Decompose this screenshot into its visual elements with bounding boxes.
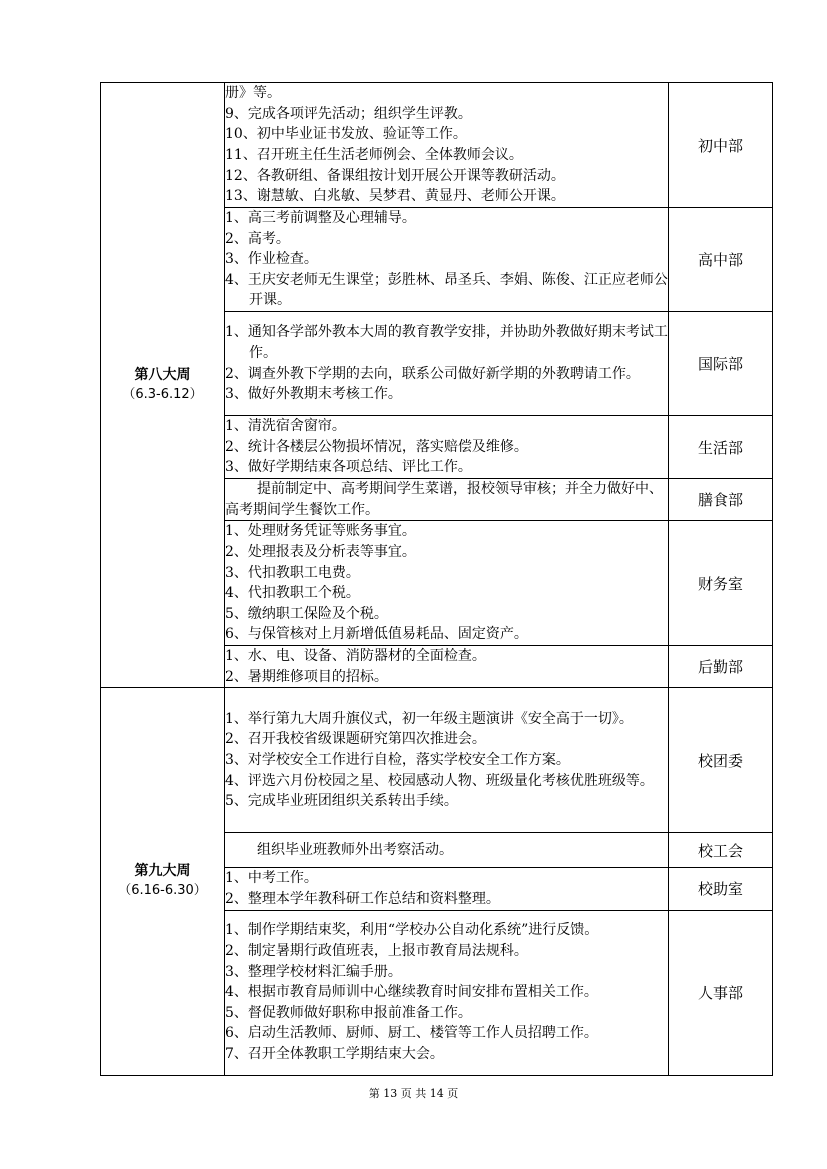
task-item: 7、召开全体教职工学期结束大会。 bbox=[225, 1046, 444, 1063]
task-cell bbox=[225, 208, 669, 312]
task-cell bbox=[225, 479, 669, 521]
department-cell: 校团委 bbox=[669, 688, 773, 833]
task-cell bbox=[225, 416, 669, 479]
schedule-row bbox=[101, 688, 773, 833]
task-item: 3、代扣教职工电费。 bbox=[225, 564, 360, 581]
task-item: 2、处理报表及分析表等事宜。 bbox=[225, 544, 416, 560]
task-item: 册》等。 bbox=[225, 85, 281, 102]
task-cell bbox=[225, 688, 669, 833]
department-cell: 校助室 bbox=[669, 868, 773, 910]
task-item: 3、作业检查。 bbox=[225, 251, 318, 268]
week-date-range: （6.16-6.30） bbox=[118, 883, 207, 899]
week-title: 第九大周 bbox=[134, 863, 191, 880]
department-cell: 人事部 bbox=[669, 910, 773, 1075]
department-cell: 膳食部 bbox=[669, 479, 773, 521]
task-item: 1、处理财务凭证等账务事宜。 bbox=[225, 523, 416, 540]
task-item: 1、水、电、设备、消防器材的全面检查。 bbox=[225, 648, 486, 665]
task-cell bbox=[225, 83, 669, 208]
task-item: 6、与保管核对上月新增低值易耗品、固定资产。 bbox=[225, 626, 528, 643]
department-cell: 生活部 bbox=[669, 416, 773, 479]
department-cell: 初中部 bbox=[669, 83, 773, 208]
task-item: 2、调查外教下学期的去向，联系公司做好新学期的外教聘请工作。 bbox=[225, 365, 640, 382]
task-item: 1、举行第九大周升旗仪式，初一年级主题演讲《安全高于一切》。 bbox=[225, 710, 633, 727]
task-item: 5、督促教师做好职称申报前准备工作。 bbox=[225, 1004, 472, 1021]
task-item: 1、中考工作。 bbox=[225, 870, 318, 887]
task-paragraph: 组织毕业班教师外出考察活动。 bbox=[257, 842, 453, 859]
schedule-table bbox=[100, 82, 773, 1076]
task-cell bbox=[225, 646, 669, 688]
task-cell bbox=[225, 833, 669, 868]
task-item: 11、召开班主任生活老师例会、全体教师会议。 bbox=[225, 147, 523, 163]
week-date-range: （6.3-6.12） bbox=[122, 387, 203, 403]
task-item: 4、代扣教职工个税。 bbox=[225, 585, 360, 602]
task-item: 10、初中毕业证书发放、验证等工作。 bbox=[225, 126, 467, 143]
department-cell: 校工会 bbox=[669, 833, 773, 868]
week-title: 第八大周 bbox=[134, 367, 191, 384]
task-item: 4、评选六月份校园之星、校园感动人物、班级量化考核优胜班级等。 bbox=[225, 772, 654, 789]
task-item: 2、统计各楼层公物损坏情况，落实赔偿及维修。 bbox=[225, 438, 528, 455]
task-item: 2、整理本学年教科研工作总结和资料整理。 bbox=[225, 890, 500, 907]
task-paragraph: 提前制定中、高考期间学生菜谱，报校领导审核；并全力做好中、高考期间学生餐饮工作。 bbox=[225, 481, 663, 518]
task-cell bbox=[225, 868, 669, 910]
task-item: 5、缴纳职工保险及个税。 bbox=[225, 605, 388, 622]
task-cell bbox=[225, 910, 669, 1075]
task-item: 6、启动生活教师、厨师、厨工、楼管等工作人员招聘工作。 bbox=[225, 1025, 598, 1042]
schedule-body bbox=[101, 83, 773, 1076]
task-item: 2、制定暑期行政值班表，上报市教育局法规科。 bbox=[225, 943, 528, 960]
task-item: 12、各教研组、备课组按计划开展公开课等教研活动。 bbox=[225, 167, 565, 184]
department-cell: 高中部 bbox=[669, 208, 773, 312]
department-cell: 财务室 bbox=[669, 521, 773, 646]
week-cell bbox=[101, 688, 225, 1075]
department-cell: 国际部 bbox=[669, 312, 773, 416]
task-item: 2、高考。 bbox=[225, 230, 290, 247]
task-cell bbox=[225, 312, 669, 416]
task-item: 13、谢慧敏、白兆敏、吴梦君、黄显丹、老师公开课。 bbox=[225, 188, 565, 205]
task-item: 1、清洗宿舍窗帘。 bbox=[225, 418, 346, 435]
task-item: 2、暑期维修项目的招标。 bbox=[225, 668, 388, 685]
page-footer: 第 13 页 共 14 页 bbox=[368, 1087, 459, 1100]
task-item: 5、完成毕业班团组织关系转出手续。 bbox=[225, 793, 458, 810]
task-item: 1、制作学期结束奖，利用“学校办公自动化系统”进行反馈。 bbox=[225, 922, 599, 939]
task-item: 1、通知各学部外教本大周的教育教学安排，并协助外教做好期末考试工作。 bbox=[225, 324, 668, 361]
task-item: 3、做好外教期末考核工作。 bbox=[225, 386, 402, 403]
task-cell bbox=[225, 521, 669, 646]
schedule-row bbox=[101, 83, 773, 208]
task-item: 3、整理学校材料汇编手册。 bbox=[225, 963, 402, 980]
task-item: 3、做好学期结束各项总结、评比工作。 bbox=[225, 459, 472, 476]
task-item: 4、王庆安老师无生课堂；彭胜林、昂圣兵、李娟、陈俊、江正应老师公开课。 bbox=[225, 271, 668, 309]
department-cell: 后勤部 bbox=[669, 646, 773, 688]
task-item: 1、高三考前调整及心理辅导。 bbox=[225, 210, 416, 227]
task-item: 4、根据市教育局师训中心继续教育时间安排布置相关工作。 bbox=[225, 984, 598, 1001]
week-cell bbox=[101, 83, 225, 688]
task-item: 3、对学校安全工作进行自检，落实学校安全工作方案。 bbox=[225, 752, 570, 769]
task-item: 2、召开我校省级课题研究第四次推进会。 bbox=[225, 731, 486, 748]
task-item: 9、完成各项评先活动；组织学生评教。 bbox=[225, 105, 472, 122]
